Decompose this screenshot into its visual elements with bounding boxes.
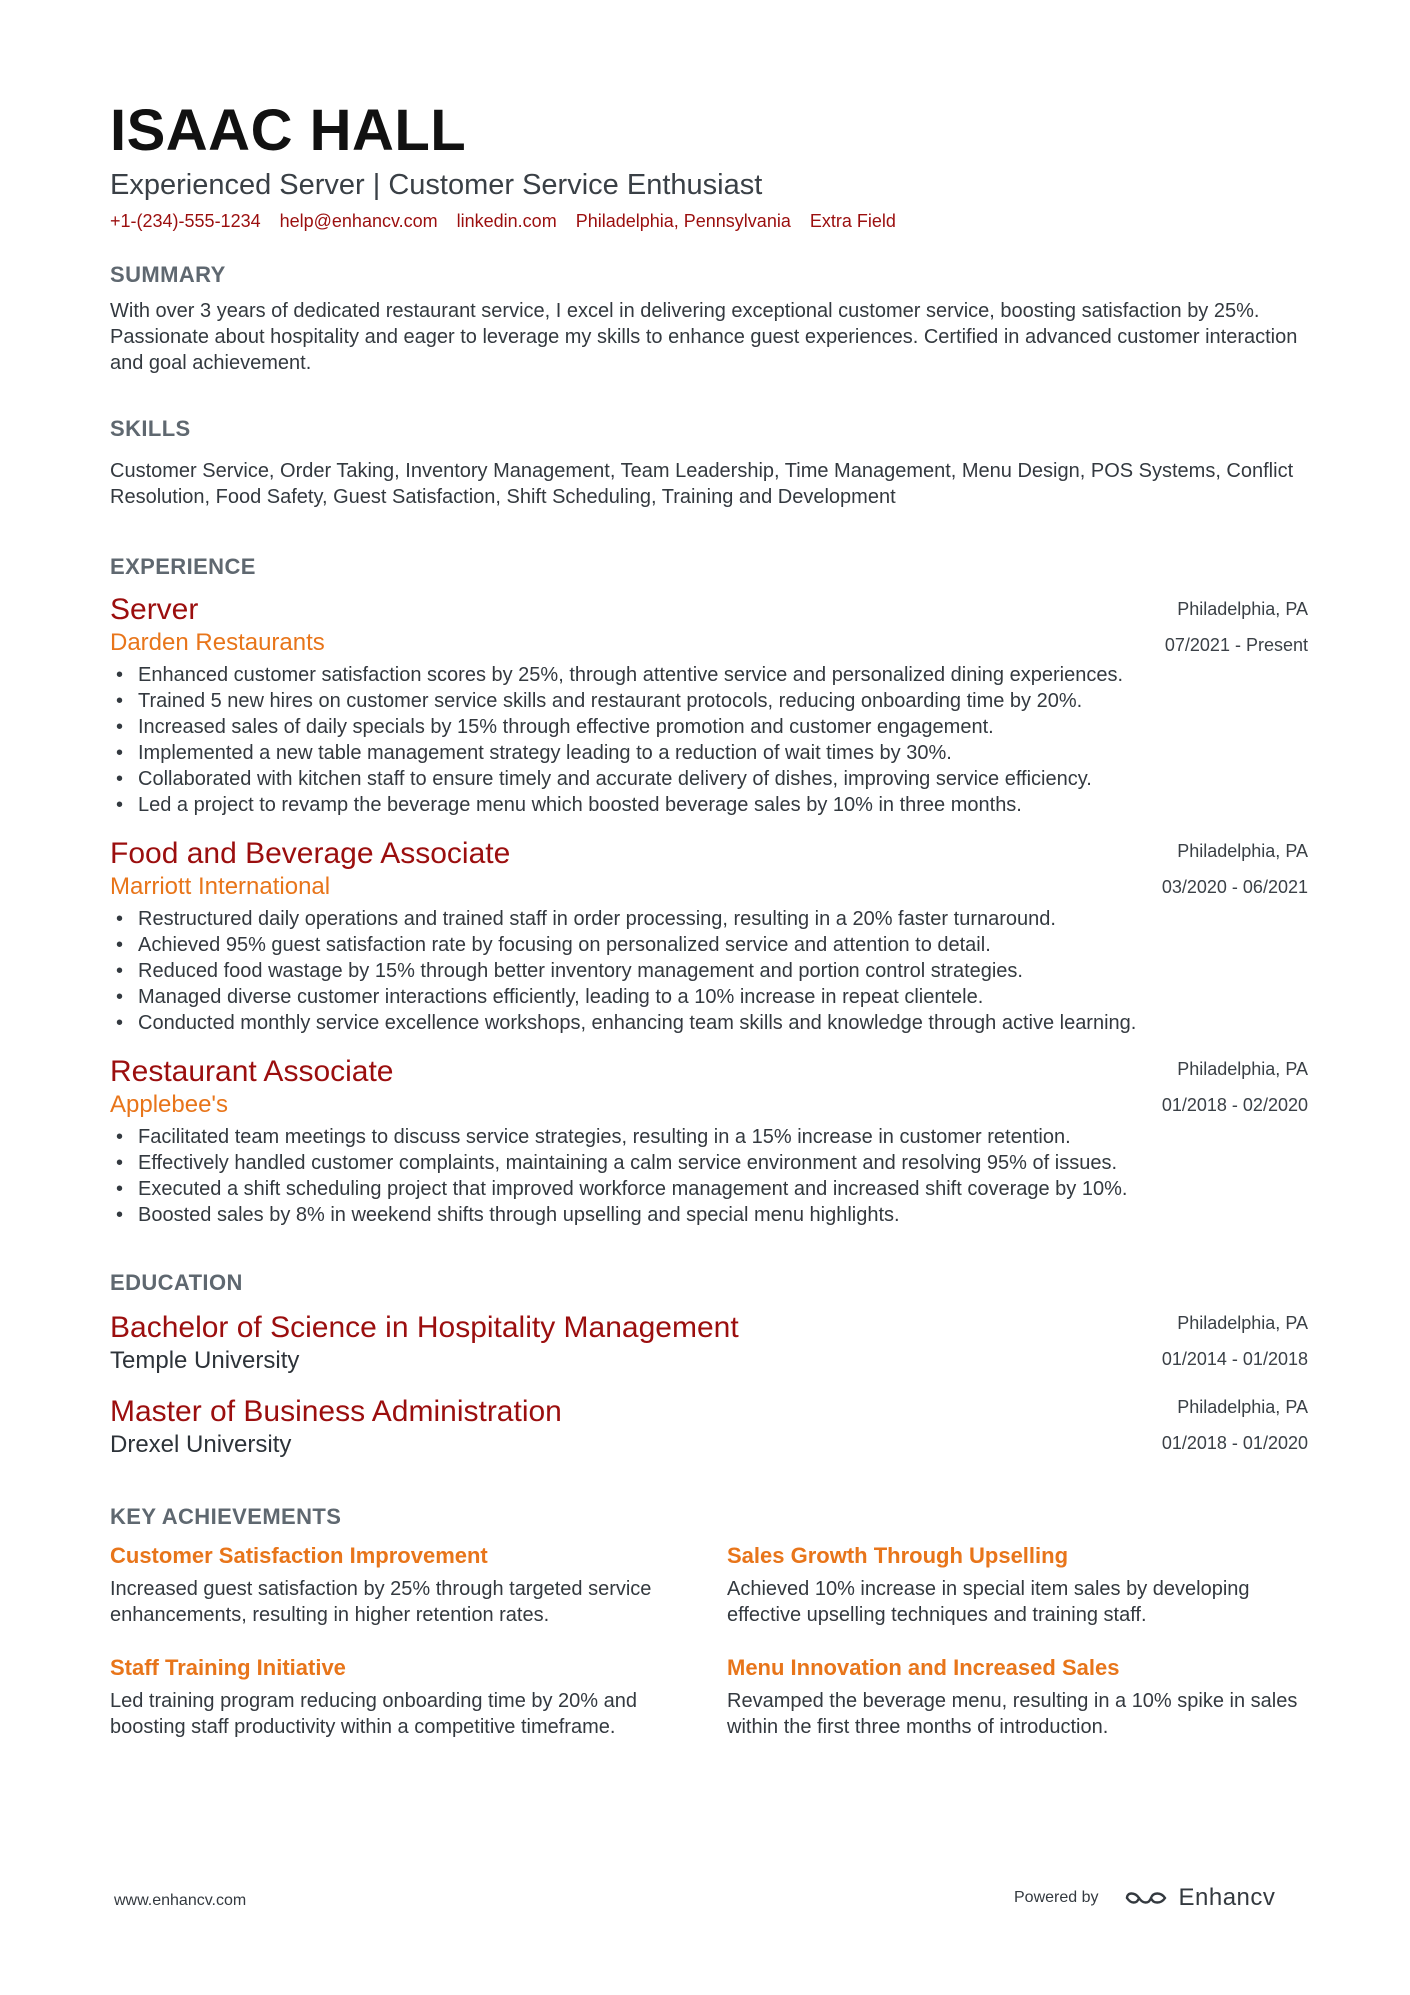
bullet-item: • Conducted monthly service excellence workshops, enhancing team skills and knowledge through active learning. bbox=[110, 1010, 1308, 1036]
powered-by-label: Powered by bbox=[1014, 1889, 1099, 1906]
education-school: Drexel University bbox=[110, 1431, 292, 1458]
contact-linkedin[interactable]: linkedin.com bbox=[456, 211, 557, 231]
resume-page bbox=[110, 98, 1308, 1740]
achievement-text: Increased guest satisfaction by 25% through targeted service enhancements, resulting in higher retention rates. bbox=[110, 1578, 652, 1626]
summary-section bbox=[110, 262, 1308, 376]
summary-title: SUMMARY bbox=[110, 262, 226, 287]
bullet-item: • Managed diverse customer interactions efficiently, leading to a 10% increase in repeat clientele. bbox=[110, 984, 1308, 1010]
experience-location: Philadelphia, PA bbox=[1177, 1059, 1308, 1079]
contact-email[interactable]: help@enhancv.com bbox=[279, 211, 438, 231]
achievement-text: Revamped the beverage menu, resulting in a 10% spike in sales within the first three months of introduction. bbox=[727, 1690, 1298, 1738]
contact-phone[interactable]: +1-(234)-555-1234 bbox=[110, 211, 261, 231]
experience-location: Philadelphia, PA bbox=[1177, 841, 1308, 861]
contact-bar bbox=[110, 210, 1308, 232]
skills-text: Customer Service, Order Taking, Inventory Management, Team Leadership, Time Management, Menu Design, POS Systems, Conflict Resolution, Food Safety, Guest Satisfaction, Shift Scheduling, Training and Development bbox=[110, 460, 1294, 508]
experience-company: Applebee's bbox=[110, 1091, 229, 1118]
experience-role: Restaurant Associate bbox=[110, 1055, 394, 1088]
experience-meta bbox=[1165, 598, 1308, 656]
achievement-title: Sales Growth Through Upselling bbox=[727, 1543, 1069, 1568]
experience-entry bbox=[110, 1054, 1308, 1228]
bullet-item: • Facilitated team meetings to discuss service strategies, resulting in a 15% increase in customer retention. bbox=[110, 1124, 1308, 1150]
education-dates: 01/2014 - 01/2018 bbox=[1161, 1349, 1308, 1369]
enhancv-logo-icon bbox=[1123, 1886, 1169, 1910]
achievements-title: KEY ACHIEVEMENTS bbox=[110, 1504, 342, 1529]
education-title: EDUCATION bbox=[110, 1270, 243, 1295]
contact-location: Philadelphia, Pennsylvania bbox=[575, 211, 791, 231]
education-school: Temple University bbox=[110, 1347, 300, 1374]
brand-link[interactable] bbox=[1123, 1884, 1276, 1912]
achievements-grid bbox=[110, 1542, 1308, 1740]
bullet-item: • Collaborated with kitchen staff to ensure timely and accurate delivery of dishes, improving service efficiency. bbox=[110, 766, 1308, 792]
candidate-headline: Experienced Server | Customer Service Enthusiast bbox=[110, 169, 763, 201]
bullet-item: • Increased sales of daily specials by 15% through effective promotion and customer engagement. bbox=[110, 714, 1308, 740]
bullet-item: • Boosted sales by 8% in weekend shifts through upselling and special menu highlights. bbox=[110, 1202, 1308, 1228]
achievement-text: Led training program reducing onboarding time by 20% and boosting staff productivity within a competitive timeframe. bbox=[110, 1690, 638, 1738]
resume-header bbox=[110, 98, 1308, 232]
experience-role: Food and Beverage Associate bbox=[110, 837, 511, 870]
candidate-name: ISAAC HALL bbox=[110, 98, 467, 163]
skills-title: SKILLS bbox=[110, 416, 191, 441]
experience-dates: 03/2020 - 06/2021 bbox=[1161, 877, 1308, 897]
experience-entry bbox=[110, 836, 1308, 1036]
achievement-item bbox=[727, 1654, 1308, 1740]
bullet-item: • Achieved 95% guest satisfaction rate by focusing on personalized service and attention to detail. bbox=[110, 932, 1308, 958]
footer-branding bbox=[1014, 1884, 1275, 1912]
experience-dates: 01/2018 - 02/2020 bbox=[1161, 1095, 1308, 1115]
bullet-item: • Effectively handled customer complaints, maintaining a calm service environment and resolving 95% of issues. bbox=[110, 1150, 1308, 1176]
contact-extra: Extra Field bbox=[809, 211, 896, 231]
experience-meta bbox=[1162, 840, 1308, 898]
experience-role: Server bbox=[110, 593, 199, 626]
experience-company: Marriott International bbox=[110, 873, 331, 900]
bullet-item: • Executed a shift scheduling project that improved workforce management and increased shift coverage by 10%. bbox=[110, 1176, 1308, 1202]
education-degree: Bachelor of Science in Hospitality Management bbox=[110, 1311, 739, 1344]
experience-company: Darden Restaurants bbox=[110, 629, 325, 656]
education-dates: 01/2018 - 01/2020 bbox=[1161, 1433, 1308, 1453]
experience-entry-header bbox=[110, 592, 1308, 658]
skills-section bbox=[110, 416, 1308, 510]
bullet-item: • Reduced food wastage by 15% through better inventory management and portion control strategies. bbox=[110, 958, 1308, 984]
experience-bullets bbox=[110, 662, 1308, 818]
experience-section bbox=[110, 554, 1308, 1228]
education-degree: Master of Business Administration bbox=[110, 1395, 562, 1428]
experience-title: EXPERIENCE bbox=[110, 554, 256, 579]
experience-bullets bbox=[110, 1124, 1308, 1228]
achievement-title: Staff Training Initiative bbox=[110, 1655, 346, 1680]
education-meta bbox=[1162, 1396, 1308, 1454]
achievement-item bbox=[110, 1654, 727, 1740]
education-entry bbox=[110, 1310, 1308, 1376]
bullet-item: • Trained 5 new hires on customer service skills and restaurant protocols, reducing onboarding time by 20%. bbox=[110, 688, 1308, 714]
achievements-section bbox=[110, 1504, 1308, 1740]
achievement-title: Menu Innovation and Increased Sales bbox=[727, 1655, 1120, 1680]
bullet-item: • Led a project to revamp the beverage menu which boosted beverage sales by 10% in three months. bbox=[110, 792, 1308, 818]
experience-entry-header bbox=[110, 1054, 1308, 1120]
footer-website[interactable]: www.enhancv.com bbox=[114, 1892, 247, 1909]
achievement-item bbox=[110, 1542, 727, 1628]
experience-bullets bbox=[110, 906, 1308, 1036]
experience-entry-header bbox=[110, 836, 1308, 902]
bullet-item: • Restructured daily operations and trained staff in order processing, resulting in a 20% faster turnaround. bbox=[110, 906, 1308, 932]
education-location: Philadelphia, PA bbox=[1177, 1397, 1308, 1417]
achievement-text: Achieved 10% increase in special item sales by developing effective upselling techniques and training staff. bbox=[727, 1578, 1250, 1626]
experience-location: Philadelphia, PA bbox=[1177, 599, 1308, 619]
experience-entry bbox=[110, 592, 1308, 818]
brand-name: Enhancv bbox=[1178, 1884, 1276, 1911]
experience-meta bbox=[1162, 1058, 1308, 1116]
achievement-title: Customer Satisfaction Improvement bbox=[110, 1543, 488, 1568]
education-section bbox=[110, 1270, 1308, 1460]
experience-dates: 07/2021 - Present bbox=[1164, 635, 1308, 655]
education-entry bbox=[110, 1394, 1308, 1460]
bullet-item: • Enhanced customer satisfaction scores by 25%, through attentive service and personalized dining experiences. bbox=[110, 662, 1308, 688]
education-location: Philadelphia, PA bbox=[1177, 1313, 1308, 1333]
achievement-item bbox=[727, 1542, 1308, 1628]
education-meta bbox=[1162, 1312, 1308, 1370]
bullet-item: • Implemented a new table management strategy leading to a reduction of wait times by 30%. bbox=[110, 740, 1308, 766]
summary-text: With over 3 years of dedicated restaurant service, I excel in delivering exceptional customer service, boosting satisfaction by 25%. Passionate about hospitality and eager to leverage my skills to enhance guest experiences. Certified in advanced customer interaction and goal achievement. bbox=[110, 300, 1298, 374]
